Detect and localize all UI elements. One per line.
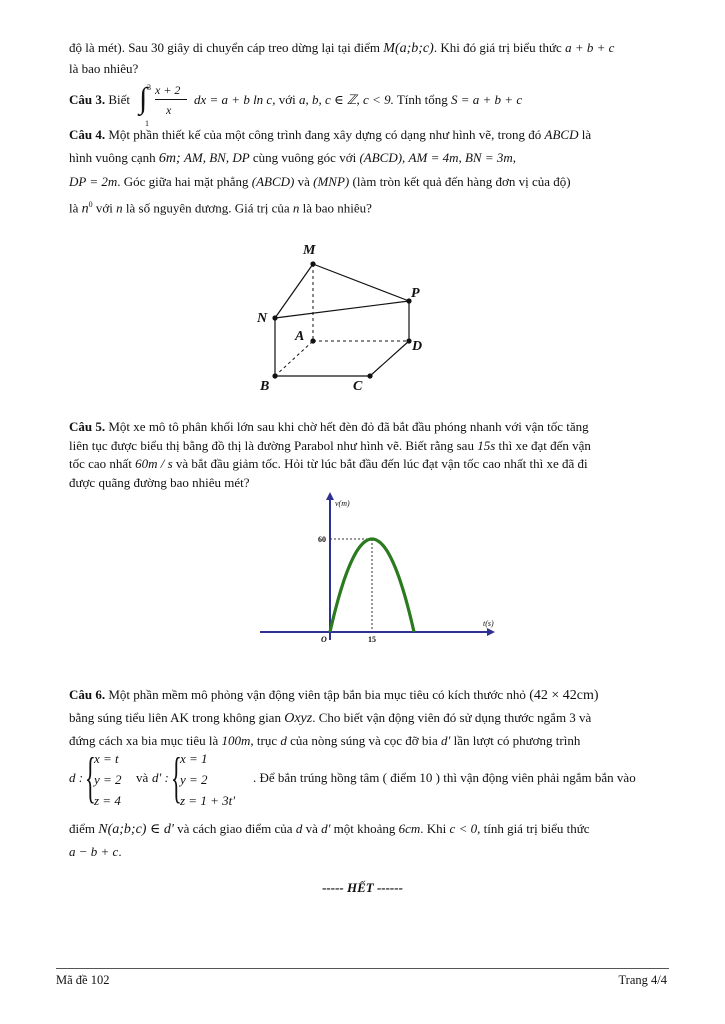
q5-line2b: thì xe đạt đến vận — [498, 437, 591, 453]
origin-label: O — [321, 635, 327, 644]
edge-np — [275, 301, 409, 318]
q4-line3b: (làm tròn kết quả đến hàng đơn vị của độ) — [352, 174, 571, 189]
intro-expression: a + b + c — [565, 40, 615, 55]
q4-n: n — [116, 200, 123, 216]
point-m: M(a;b;c) — [383, 41, 434, 56]
q4-line4a: là — [69, 200, 79, 216]
label-d: D — [412, 339, 423, 354]
q4-dp: DP = 2m — [69, 174, 118, 189]
integral-sign: ∫ — [139, 82, 148, 115]
q6-line5e: , tính giá trị biểu thức — [477, 821, 590, 836]
q6-distance: 100m — [221, 733, 251, 748]
q6-line3b: , trục — [250, 733, 278, 748]
x-axis-arrow — [487, 628, 495, 636]
edge-cd — [370, 341, 409, 376]
system-dprime-name: d' : — [152, 770, 169, 785]
y-tick-60: 60 — [318, 535, 326, 544]
q6-continuation — [69, 818, 663, 863]
q3-equation: dx = a + b ln c, — [194, 92, 276, 107]
point-n — [272, 315, 277, 320]
point-m — [310, 261, 315, 266]
q6-period: . — [118, 844, 122, 859]
edge-ab — [275, 341, 313, 376]
d-eq-y: y = 2 — [94, 772, 122, 787]
q3-sum: S = a + b + c — [451, 92, 523, 107]
q4-line1-end: là — [581, 127, 592, 142]
q6-size: (42 × 42cm) — [529, 688, 599, 703]
q6-line3c: của nòng súng và cọc đỡ bia — [290, 733, 438, 748]
q4-plane-mnp: (MNP) — [313, 174, 350, 189]
q3-label: Câu 3. — [69, 92, 106, 107]
q6-point-n: N(a;b;c) ∈ d' — [98, 822, 174, 837]
q4-abcd: ABCD — [544, 127, 579, 142]
q4-n0: n — [81, 201, 89, 217]
q5-line1: Một xe mô tô phân khối lớn sau khi chờ hết đèn đỏ đã bắt đầu phóng nhanh với vận tốc tăng — [108, 419, 589, 434]
dprime-eq-z: z = 1 + 3t' — [180, 793, 235, 808]
q5-line2a: liên tục được biểu thị bằng đồ thị là đường Parabol như hình vẽ. Biết rằng sau — [69, 437, 474, 453]
question-3 — [69, 80, 663, 128]
brace-d: { — [85, 747, 96, 809]
q6-expression: a − b + c — [69, 844, 119, 859]
q3-condition: a, b, c ∈ ℤ, c < 9. — [298, 92, 394, 107]
intro-paragraph — [69, 38, 663, 79]
q4-line4b: với — [95, 200, 113, 216]
q6-and2: và — [305, 821, 318, 836]
point-b — [272, 373, 277, 378]
q6-dprime: d' — [441, 733, 451, 748]
label-p: P — [411, 286, 420, 301]
q5-label: Câu 5. — [69, 419, 106, 434]
q6-line3a: đứng cách xa bia mục tiêu là — [69, 733, 219, 748]
q6-line4: . Để bắn trúng hồng tâm ( điểm 10 ) thì vận động viên phải ngắm bắn vào — [253, 770, 636, 785]
q6-line5c: một khoảng — [333, 821, 396, 836]
q3-text: Biết — [108, 92, 131, 107]
label-n: N — [257, 311, 268, 326]
q4-line4c: là số nguyên dương. Giá trị của — [125, 200, 290, 216]
q4-geometry-figure — [250, 238, 440, 398]
footer-divider — [56, 968, 669, 969]
q5-time: 15s — [477, 437, 496, 453]
d-eq-z: z = 4 — [94, 793, 121, 808]
intro-text-end: . Khi đó giá trị biểu thức — [433, 40, 562, 55]
q4-perp: AM, BN, DP — [183, 150, 250, 165]
x-tick-15: 15 — [368, 635, 376, 644]
edge-nm — [275, 264, 313, 318]
end-mark: ----- HẾT ------ — [322, 880, 403, 895]
q5-line4: được quãng đường bao nhiêu mét? — [69, 474, 250, 490]
footer-exam-code: Mã đề 102 — [56, 973, 110, 987]
q6-line5a: điểm — [69, 821, 95, 836]
q6-dprime2: d' — [321, 821, 331, 836]
fraction-denominator: x — [166, 103, 172, 117]
y-axis-arrow — [326, 492, 334, 500]
point-a — [310, 338, 315, 343]
system-and: và — [136, 770, 149, 785]
q4-line3a: . Góc giữa hai mặt phẳng — [117, 174, 249, 189]
q4-line2b: cùng vuông góc với — [252, 150, 357, 165]
label-a: A — [295, 329, 305, 344]
q6-line-systems — [69, 748, 663, 812]
q6-d2: d — [295, 821, 303, 836]
question-6 — [69, 684, 663, 752]
system-d-name: d : — [69, 770, 84, 785]
q6-label: Câu 6. — [69, 687, 106, 702]
q6-line3d: lần lượt có phương trình — [453, 733, 581, 748]
intro-text: độ là mét). Sau 30 giây di chuyển cáp treo dừng lại tại điểm — [69, 40, 381, 55]
q6-line2b: . Cho biết vận động viên đó sử dụng thước ngắm 3 và — [312, 710, 592, 725]
intro-question: là bao nhiêu? — [69, 61, 139, 76]
q4-side: 6m; — [158, 151, 181, 166]
q6-line2a: bằng súng tiểu liên AK trong không gian — [69, 710, 281, 725]
x-axis-label: t(s) — [483, 619, 494, 628]
q4-and: và — [297, 174, 310, 189]
question-4 — [69, 123, 663, 220]
q6-line1: Một phần mềm mô phỏng vận động viên tập bắn bia mục tiêu có kích thước nhỏ — [108, 687, 526, 702]
q4-line2a: hình vuông cạnh — [69, 150, 156, 165]
y-axis-label: v(m) — [335, 499, 350, 508]
q6-line5d: . Khi — [420, 821, 447, 836]
question-5 — [69, 418, 663, 492]
q4-plane-abcd: (ABCD) — [251, 174, 295, 189]
q4-n2: n — [292, 200, 300, 216]
q6-distance2: 6cm — [398, 821, 421, 836]
q3-with: với — [278, 92, 296, 107]
fraction-numerator: x + 2 — [155, 83, 181, 97]
label-c: C — [353, 379, 363, 394]
q6-space: Oxyz — [284, 711, 313, 726]
q4-line4d: là bao nhiêu? — [302, 200, 372, 216]
q4-plane: (ABCD), — [359, 150, 406, 165]
q5-line3b: và bắt đầu giảm tốc. Hỏi từ lúc bắt đầu đến lúc đạt vận tốc cao nhất thì xe đã đi — [175, 456, 588, 471]
brace-dprime: { — [171, 747, 182, 809]
q5-speed: 60m / s — [135, 456, 173, 471]
q6-line5b: và cách giao điểm của — [177, 821, 293, 836]
q3-compute: Tính tổng — [396, 92, 448, 107]
label-m: M — [303, 243, 316, 258]
q4-line1: Một phần thiết kế của một công trình đang xây dựng có dạng như hình vẽ, trong đó — [108, 127, 542, 142]
footer-page-number: Trang 4/4 — [618, 973, 667, 987]
q6-c-negative: c < 0 — [449, 821, 478, 836]
q4-degree: 0 — [88, 200, 93, 209]
q4-bn: BN = 3m, — [464, 150, 517, 165]
edge-mp — [313, 264, 409, 301]
integral-lower: 1 — [145, 119, 149, 128]
q5-line3a: tốc cao nhất — [69, 456, 132, 471]
q4-label: Câu 4. — [69, 127, 106, 142]
point-c — [367, 373, 372, 378]
label-b: B — [260, 379, 270, 394]
integral-upper: 3 — [147, 83, 151, 92]
dprime-eq-x: x = 1 — [180, 751, 208, 766]
q5-parabola-chart — [255, 488, 505, 648]
point-d — [406, 338, 411, 343]
q6-d: d — [280, 733, 287, 748]
dprime-eq-y: y = 2 — [180, 772, 208, 787]
d-eq-x: x = t — [94, 751, 119, 766]
q4-am: AM = 4m, — [408, 150, 462, 165]
